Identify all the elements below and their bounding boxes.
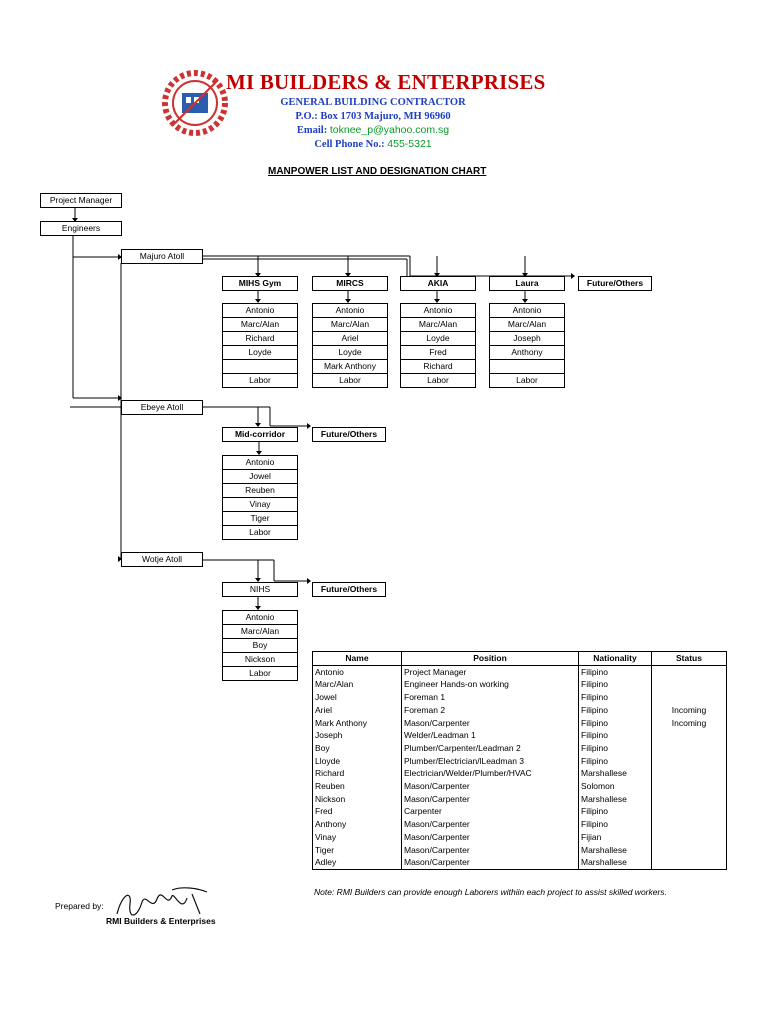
cell-position: Mason/Carpenter (402, 717, 579, 730)
cell-status (652, 755, 727, 768)
project-mihs-gym: MIHS Gym (222, 276, 298, 291)
note-text: Note: RMI Builders can provide enough Laborers withiin each project to assist skilled workers. (314, 887, 667, 897)
majuro-atoll-box: Majuro Atoll (121, 249, 203, 264)
staff-cell: Labor (312, 373, 388, 388)
cell-status (652, 844, 727, 857)
staff-cell: Labor (489, 373, 565, 388)
cell-nationality: Marshallese (579, 844, 652, 857)
cell-name: Tiger (313, 844, 402, 857)
table-row (313, 844, 727, 857)
roster-table (312, 651, 727, 870)
prepared-by-label: Prepared by: (55, 901, 104, 911)
table-row (313, 793, 727, 806)
table-row (313, 691, 727, 704)
staff-cell: Fred (400, 345, 476, 360)
staff-cell: Boy (222, 638, 298, 653)
cell-status (652, 678, 727, 691)
staff-cell: Ariel (312, 331, 388, 346)
cell-nationality: Marshallese (579, 856, 652, 869)
project-manager-box: Project Manager (40, 193, 122, 208)
cell-name: Antonio (313, 665, 402, 678)
cell-position: Foreman 2 (402, 704, 579, 717)
staff-cell: Antonio (222, 303, 298, 318)
cell-status: Incoming (652, 717, 727, 730)
table-row (313, 805, 727, 818)
cell-status: Incoming (652, 704, 727, 717)
cell-position: Mason/Carpenter (402, 856, 579, 869)
table-row (313, 717, 727, 730)
cell-position: Mason/Carpenter (402, 831, 579, 844)
cell-status (652, 818, 727, 831)
future-others-majuro: Future/Others (578, 276, 652, 291)
staff-cell: Marc/Alan (489, 317, 565, 332)
staff-cell: Labor (222, 373, 298, 388)
cell-status (652, 729, 727, 742)
cell-position: Mason/Carpenter (402, 844, 579, 857)
cell-status (652, 831, 727, 844)
staff-cell: Joseph (489, 331, 565, 346)
staff-cell: Antonio (489, 303, 565, 318)
cell-name: Ariel (313, 704, 402, 717)
chart-title: MANPOWER LIST AND DESIGNATION CHART (268, 166, 487, 177)
table-row (313, 767, 727, 780)
col-nationality: Nationality (579, 652, 652, 666)
cell-name: Boy (313, 742, 402, 755)
table-row (313, 665, 727, 678)
cell-name: Joseph (313, 729, 402, 742)
cell-name: Richard (313, 767, 402, 780)
col-position: Position (402, 652, 579, 666)
staff-cell: Loyde (400, 331, 476, 346)
table-row (313, 780, 727, 793)
table-row (313, 678, 727, 691)
cell-position: Plumber/Electrician/lLeadman 3 (402, 755, 579, 768)
table-header-row (313, 652, 727, 666)
wotje-atoll-box: Wotje Atoll (121, 552, 203, 567)
ebeye-atoll-box: Ebeye Atoll (121, 400, 203, 415)
cell-position: Plumber/Carpenter/Leadman 2 (402, 742, 579, 755)
cell-position: Engineer Hands-on working (402, 678, 579, 691)
phone-label: Cell Phone No.: (314, 139, 385, 150)
staff-cell: Marc/Alan (222, 317, 298, 332)
cell-nationality: Filipino (579, 704, 652, 717)
col-name: Name (313, 652, 402, 666)
company-subtitle: GENERAL BUILDING CONTRACTOR (280, 97, 466, 108)
project-nihs: NIHS (222, 582, 298, 597)
cell-position: Mason/Carpenter (402, 780, 579, 793)
cell-status (652, 780, 727, 793)
future-others-wotje: Future/Others (312, 582, 386, 597)
cell-name: Nickson (313, 793, 402, 806)
cell-nationality: Filipino (579, 691, 652, 704)
company-address: P.O.: Box 1703 Majuro, MH 96960 (295, 111, 451, 122)
email-value: toknee_p@yahoo.com.sg (329, 124, 450, 136)
project-mid-corridor: Mid-corridor (222, 427, 298, 442)
future-others-ebeye: Future/Others (312, 427, 386, 442)
cell-status (652, 665, 727, 678)
staff-cell: Antonio (400, 303, 476, 318)
cell-nationality: Filipino (579, 717, 652, 730)
cell-name: Jowel (313, 691, 402, 704)
cell-position: Welder/Leadman 1 (402, 729, 579, 742)
staff-cell: Labor (222, 666, 298, 681)
staff-cell: Vinay (222, 497, 298, 512)
project-mircs: MIRCS (312, 276, 388, 291)
staff-cell (222, 359, 298, 374)
cell-position: Project Manager (402, 665, 579, 678)
table-row (313, 704, 727, 717)
cell-name: Adley (313, 856, 402, 869)
cell-status (652, 856, 727, 869)
cell-nationality: Filipino (579, 678, 652, 691)
staff-cell: Mark Anthony (312, 359, 388, 374)
cell-nationality: Filipino (579, 805, 652, 818)
staff-cell: Loyde (312, 345, 388, 360)
col-status: Status (652, 652, 727, 666)
cell-name: Mark Anthony (313, 717, 402, 730)
staff-cell: Antonio (222, 610, 298, 625)
staff-cell: Nickson (222, 652, 298, 667)
project-laura: Laura (489, 276, 565, 291)
staff-cell: Labor (222, 525, 298, 540)
cell-position: Electrician/Welder/Plumber/HVAC (402, 767, 579, 780)
staff-cell: Labor (400, 373, 476, 388)
staff-cell: Jowel (222, 469, 298, 484)
table-row (313, 818, 727, 831)
staff-cell (489, 359, 565, 374)
cell-nationality: Fijian (579, 831, 652, 844)
cell-status (652, 793, 727, 806)
cell-name: Marc/Alan (313, 678, 402, 691)
project-akia: AKIA (400, 276, 476, 291)
staff-cell: Anthony (489, 345, 565, 360)
cell-nationality: Marshallese (579, 793, 652, 806)
cell-position: Foreman 1 (402, 691, 579, 704)
cell-status (652, 691, 727, 704)
cell-nationality: Filipino (579, 665, 652, 678)
staff-cell: Antonio (222, 455, 298, 470)
cell-position: Carpenter (402, 805, 579, 818)
staff-cell: Tiger (222, 511, 298, 526)
staff-cell: Marc/Alan (312, 317, 388, 332)
staff-cell: Marc/Alan (400, 317, 476, 332)
staff-cell: Marc/Alan (222, 624, 298, 639)
staff-cell: Richard (222, 331, 298, 346)
staff-cell: Reuben (222, 483, 298, 498)
cell-status (652, 805, 727, 818)
cell-status (652, 742, 727, 755)
table-row (313, 831, 727, 844)
table-row (313, 856, 727, 869)
staff-cell: Antonio (312, 303, 388, 318)
cell-nationality: Filipino (579, 742, 652, 755)
prepared-by-company: RMI Builders & Enterprises (106, 916, 216, 926)
cell-name: Lloyde (313, 755, 402, 768)
roster-body (313, 665, 727, 869)
cell-position: Mason/Carpenter (402, 818, 579, 831)
staff-cell: Richard (400, 359, 476, 374)
cell-nationality: Marshallese (579, 767, 652, 780)
cell-name: Fred (313, 805, 402, 818)
staff-cell: Loyde (222, 345, 298, 360)
cell-nationality: Solomon (579, 780, 652, 793)
table-row (313, 729, 727, 742)
email-label: Email: (296, 125, 328, 136)
cell-name: Vinay (313, 831, 402, 844)
cell-status (652, 767, 727, 780)
table-row (313, 742, 727, 755)
cell-nationality: Filipino (579, 755, 652, 768)
engineers-box: Engineers (40, 221, 122, 236)
table-row (313, 755, 727, 768)
phone-value: 455-5321 (387, 138, 432, 150)
cell-nationality: Filipino (579, 818, 652, 831)
company-name: MI BUILDERS & ENTERPRISES (226, 70, 546, 94)
cell-name: Anthony (313, 818, 402, 831)
cell-nationality: Filipino (579, 729, 652, 742)
cell-position: Mason/Carpenter (402, 793, 579, 806)
cell-name: Reuben (313, 780, 402, 793)
